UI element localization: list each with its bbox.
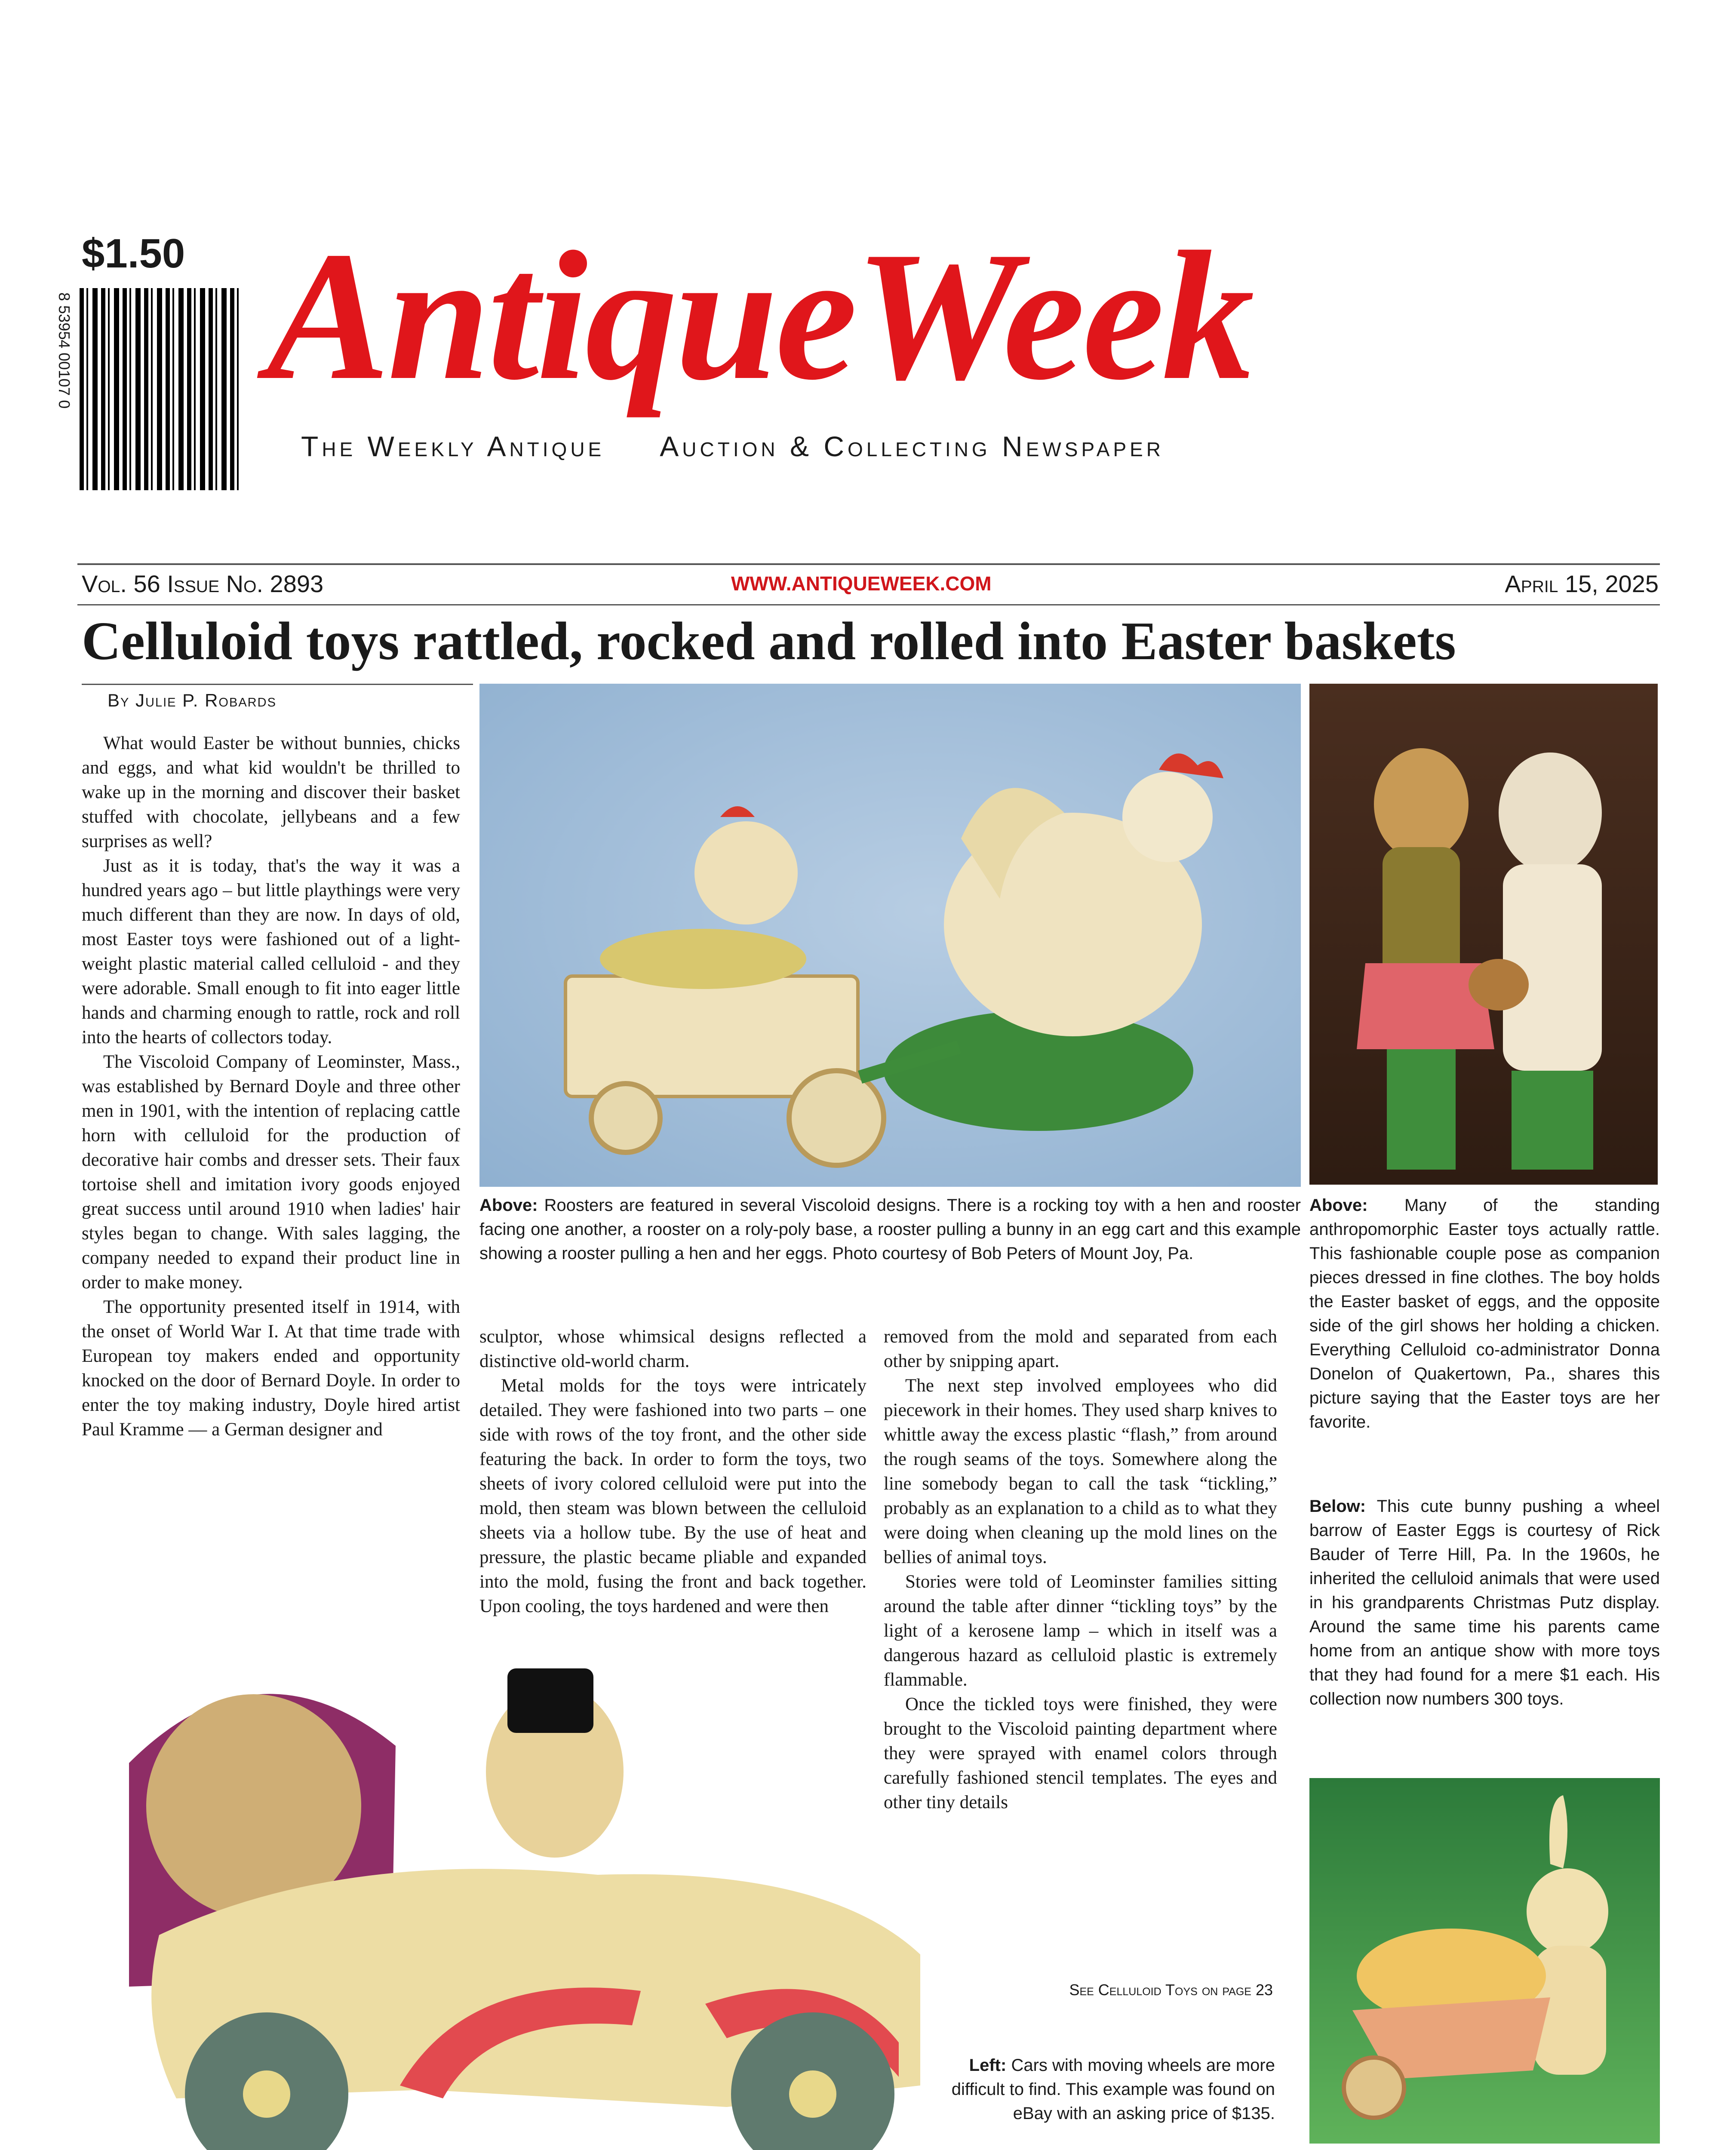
article-column-2 [479,1324,866,1619]
byline: By Julie P. Robards [108,690,277,710]
barcode-number: 8 53954 00107 0 [55,292,73,409]
website-link[interactable]: WWW.ANTIQUEWEEK.COM [731,572,992,595]
byline-rule [82,684,473,685]
caption-label: Left: [969,2056,1007,2075]
couple-caption [1309,1193,1660,1434]
paragraph: Metal molds for the toys were intricately detailed. They were fashioned into two parts – one side with rows of the toy front, and the other side featuring the back. In order to form the toys, two sheets of ivory colored celluloid were put into the mold, then steam was blown between the celluloid sheets via a hollow tube. By the use of heat and pressure, the plastic became pliable and expanded into the mold, fusing the front and back together. Upon cooling, the toys hardened and were then [479,1376,866,1616]
caption-label: Below: [1309,1497,1366,1516]
headline: Celluloid toys rattled, rocked and rolled into Easter baskets [82,611,1456,671]
paragraph: What would Easter be without bunnies, chicks and eggs, and what kid wouldn't be thrilled to wake up in the morning and discover their basket stuffed with chocolate, jellybeans and a few surprises as well? [82,733,460,851]
rooster-cart-photo [479,684,1301,1187]
paragraph: Stories were told of Leominster families sitting around the table after dinner “tickling toys” by the light of a kerosene lamp – which in itself was a dangerous hazard as celluloid plastic is extremely flammable. [884,1572,1277,1690]
bunny-caption [1309,1494,1660,1711]
paragraph: Just as it is today, that's the way it was a hundred years ago – but little playthings were very much different than they are now. In days of old, most Easter toys were fashioned out of a light-weight plastic material called celluloid - and they were adorable. Small enough to fit into eager little hands and charming enough to rattle, rock and roll into the hearts of collectors today. [82,856,460,1047]
tagline: The Weekly Antique Auction & Collecting Newspaper [301,430,1165,462]
caption-text: Many of the standing anthropomorphic Easter toys actually rattle. This fashionable couple pose as companion pieces dressed in fine clothes. The boy holds the Easter basket of eggs, and the opposite side of the girl shows her holding a chicken. Everything Celluloid co-administrator Donna Donelon of Quakertown, Pa., shares this picture saying that the Easter toys are her favorite. [1309,1196,1660,1431]
header-rule-top [77,563,1660,565]
article-column-3 [884,1324,1277,1815]
car-caption [946,2053,1275,2125]
header-rule-bottom [77,604,1660,605]
rooster-caption [479,1193,1301,1265]
volume-issue: Vol. 56 Issue No. 2893 [82,570,324,597]
caption-label: Above: [1309,1196,1368,1215]
paragraph: The next step involved employees who did piecework in their homes. They used sharp knives to whittle away the excess plastic “flash,” from around the rough seams of the toys. Somewhere along the line somebody began to call the task “tickling,” probably as an explanation to a child as to what they were doing when cleaning up the mold lines on the bellies of animal toys. [884,1376,1277,1567]
celluloid-car-photo [82,1591,920,2150]
caption-text: This cute bunny pushing a wheel barrow of Easter Eggs is courtesy of Rick Bauder of Terre Hill, Pa. In the 1960s, he inherited the celluloid animals that were used in his grandparents Christmas Putz display. Around the same time his parents came home from an antique show with more toys that they had found for a mere $1 each. His collection now numbers 300 toys. [1309,1497,1660,1708]
article-column-1 [82,731,460,1442]
masthead-logo: AntiqueWeek [267,214,1252,418]
paragraph: removed from the mold and separated from each other by snipping apart. [884,1327,1277,1371]
paragraph: The opportunity presented itself in 1914, with the onset of World War I. At that time trade with European toy makers ended and opportunity knocked on the door of Bernard Doyle. In order to enter the toy making industry, Doyle hired artist Paul Kramme — a German designer and [82,1297,460,1440]
caption-label: Above: [479,1196,538,1215]
barcode [80,288,243,490]
price: $1.50 [82,230,185,276]
continued-link[interactable]: See Celluloid Toys on page 23 [1069,1981,1273,1999]
caption-text: Cars with moving wheels are more difficult to find. This example was found on eBay with an asking price of $135. [951,2056,1275,2123]
paragraph: The Viscoloid Company of Leominster, Mass., was established by Bernard Doyle and three other men in 1901, with the intention of replacing cattle horn with celluloid for the production of decorative hair combs and dresser sets. Their faux tortoise shell and imitation ivory goods enjoyed great success until around 1910 when ladies' hair styles began to change. With sales lagging, the company needed to expand their product line in order to make money. [82,1052,460,1293]
paragraph: sculptor, whose whimsical designs reflected a distinctive old-world charm. [479,1327,866,1371]
caption-text: Roosters are featured in several Viscoloid designs. There is a rocking toy with a hen and rooster facing one another, a rooster on a roly-poly base, a rooster pulling a bunny in an egg cart and this example showing a rooster pulling a hen and her eggs. Photo courtesy of Bob Peters of Mount Joy, Pa. [479,1196,1301,1263]
bunny-couple-photo [1309,684,1658,1185]
bunny-wheelbarrow-photo [1309,1778,1660,2144]
issue-date: April 15, 2025 [1505,570,1659,597]
paragraph: Once the tickled toys were finished, they were brought to the Viscoloid painting department where they were sprayed with enamel colors through carefully fashioned stencil templates. The eyes and other tiny details [884,1694,1277,1812]
